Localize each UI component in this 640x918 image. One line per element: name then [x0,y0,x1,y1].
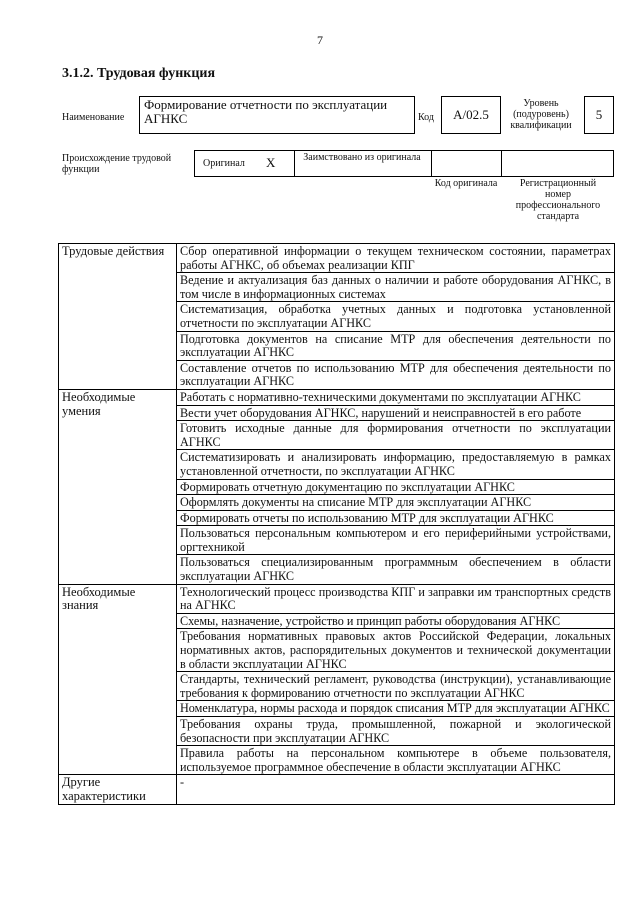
section-item: Требования нормативных правовых актов Российской Федерации, локальных нормативных актов, распорядительных документов и технической документации в области эксплуатации АГНКС [177,629,615,672]
code-value: А/02.5 [453,107,489,122]
section-title: Другие характеристики [59,775,177,804]
code-original-caption: Код оригинала [434,178,498,189]
level-box [584,96,614,134]
borrowed-label: Заимствовано из оригинала [303,152,421,163]
section-item: Пользоваться персональным компьютером и его периферийными устройствами, оргтехникой [177,526,615,555]
section-title: Необходимые знания [59,584,177,775]
original-label: Оригинал [203,158,245,169]
section-item: Формировать отчетную документацию по эксплуатации АГНКС [177,479,615,495]
section-item: Пользоваться специализированным программным обеспечением в области эксплуатации АГНКС [177,555,615,584]
code-box [441,96,501,134]
origin-divider-3 [501,150,502,177]
section-item: Подготовка документов на списание МТР для обеспечения деятельности по эксплуатации АГНКС [177,331,615,360]
section-item: Работать с нормативно-техническими документами по эксплуатации АГНКС [177,389,615,405]
section-item: Сбор оперативной информации о текущем техническом состоянии, параметрах работы АГНКС, об объемах реализации КПГ [177,244,615,273]
section-item: Схемы, назначение, устройство и принцип работы оборудования АГНКС [177,613,615,629]
section-item: - [177,775,615,804]
labor-function-table [58,243,615,805]
table-row [59,244,615,273]
origin-divider-2 [431,150,432,177]
function-name-value: Формирование отчетности по эксплуатации АГНКС [144,97,388,126]
table-row [59,389,615,405]
section-title: Трудовые действия [59,244,177,390]
section-item: Вести учет оборудования АГНКС, нарушений и неисправностей в его работе [177,405,615,421]
section-heading: 3.1.2. Трудовая функция [62,66,216,81]
origin-label: Происхождение трудовой функции [62,153,172,175]
table-row [59,775,615,804]
level-label: Уровень (подуровень) квалификации [510,98,572,131]
name-label: Наименование [62,112,125,123]
reg-number-caption: Регистрационный номер профессионального стандарта [515,178,601,222]
section-item: Составление отчетов по использованию МТР для обеспечения деятельности по эксплуатации АГНКС [177,360,615,389]
section-item: Номенклатура, нормы расхода и порядок списания МТР для эксплуатации АГНКС [177,701,615,717]
page-number: 7 [317,33,323,47]
function-name-box [139,96,415,134]
code-label: Код [418,112,434,123]
original-mark: Х [266,155,276,170]
section-item: Систематизация, обработка учетных данных и подготовка установленной отчетности по эксплуатации АГНКС [177,302,615,331]
section-title: Необходимые умения [59,389,177,584]
level-value: 5 [595,107,603,122]
section-item: Готовить исходные данные для формирования отчетности по эксплуатации АГНКС [177,421,615,450]
section-item: Технологический процесс производства КПГ и заправки им транспортных средств на АГНКС [177,584,615,613]
section-item: Ведение и актуализация баз данных о наличии и работе оборудования АГНКС, в том числе в информационных системах [177,273,615,302]
section-item: Правила работы на персональном компьютере в объеме пользователя, используемое программное обеспечение в области эксплуатации АГНКС [177,746,615,775]
section-item: Требования охраны труда, промышленной, пожарной и экологической безопасности при эксплуатации АГНКС [177,717,615,746]
section-item: Оформлять документы на списание МТР для эксплуатации АГНКС [177,495,615,511]
section-item: Формировать отчеты по использованию МТР для эксплуатации АГНКС [177,510,615,526]
section-item: Систематизировать и анализировать информацию, предоставляемую в рамках установленной отчетности, по эксплуатации АГНКС [177,450,615,479]
origin-divider-1 [294,150,295,177]
section-item: Стандарты, технический регламент, руководства (инструкции), устанавливающие требования к формированию отчетности по эксплуатации АГНКС [177,672,615,701]
table-row [59,584,615,613]
